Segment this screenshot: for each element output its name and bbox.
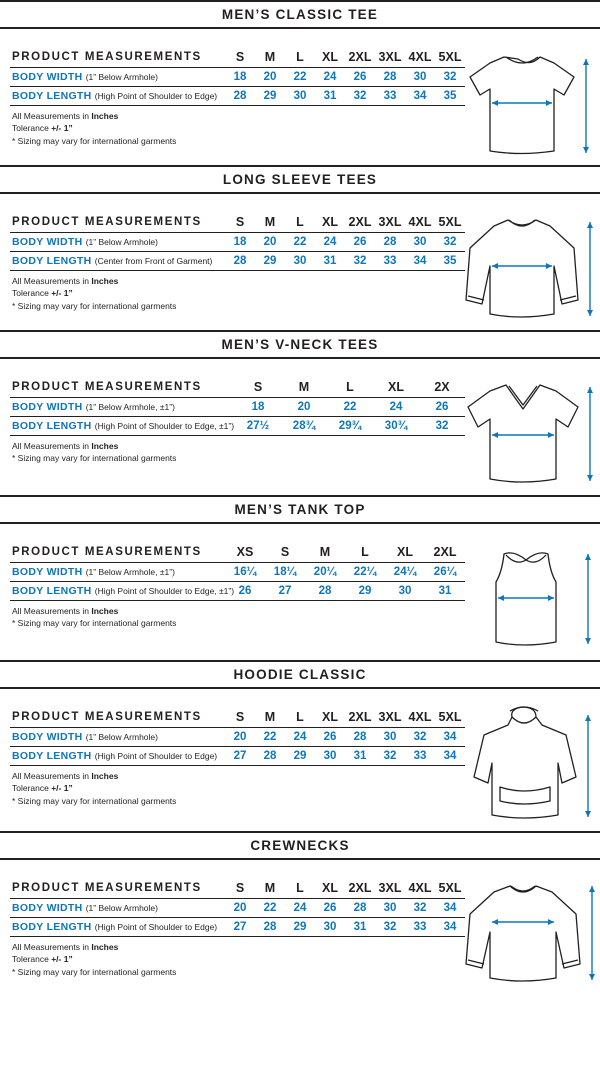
size-header: XL — [373, 377, 419, 398]
tolerance-prefix: Tolerance — [12, 288, 52, 299]
tolerance-note — [12, 122, 465, 134]
tolerance-note — [12, 287, 465, 299]
section-title: HOODIE CLASSIC — [233, 667, 367, 682]
measurement-value: 30 — [285, 87, 315, 106]
product-measurements-label: PRODUCT MEASUREMENTS — [10, 377, 235, 398]
size-header: L — [345, 542, 385, 563]
measurement-value: 22 — [255, 899, 285, 918]
measurement-value: 35 — [435, 252, 465, 271]
size-header: XL — [315, 212, 345, 233]
units-value: Inches — [91, 771, 119, 781]
units-note — [12, 605, 465, 617]
table-row — [10, 582, 465, 601]
row-label-note: (Center from Front of Garment) — [94, 256, 213, 266]
measurement-value: 34 — [405, 252, 435, 271]
size-header: 4XL — [405, 212, 435, 233]
table-row — [10, 252, 465, 271]
measurement-value: 22 — [285, 233, 315, 252]
measurement-value: 20 — [225, 899, 255, 918]
measurement-row-label — [10, 87, 225, 106]
table-header-row — [10, 542, 465, 563]
measurement-table — [10, 47, 465, 106]
measurement-table — [10, 377, 465, 436]
row-label-text: BODY WIDTH — [12, 566, 83, 578]
measurement-value: 29 — [285, 747, 315, 766]
size-header: S — [225, 47, 255, 68]
garment-hoodie-icon — [460, 689, 600, 831]
size-header: 5XL — [435, 212, 465, 233]
measurement-value: 29 — [285, 918, 315, 937]
measurement-value: 27 — [225, 747, 255, 766]
garment-illustration — [460, 524, 600, 660]
size-header: 2XL — [425, 542, 465, 563]
table-row — [10, 398, 465, 417]
measurement-value: 26¼ — [425, 563, 465, 582]
measurement-value: 26 — [419, 398, 465, 417]
measurement-value: 30 — [315, 918, 345, 937]
measurement-row-label — [10, 233, 225, 252]
measurement-table-wrapper — [0, 29, 460, 153]
garment-crewneck-icon — [460, 860, 600, 996]
measurement-value: 31 — [315, 87, 345, 106]
measurement-value: 34 — [435, 728, 465, 747]
measurement-value: 28 — [305, 582, 345, 601]
measurement-value: 30 — [375, 899, 405, 918]
measurement-value: 32 — [435, 68, 465, 87]
table-row — [10, 68, 465, 87]
product-measurements-label: PRODUCT MEASUREMENTS — [10, 878, 225, 899]
measurement-value: 24¼ — [385, 563, 425, 582]
footnotes — [10, 601, 465, 636]
measurement-value: 32 — [419, 417, 465, 436]
table-row — [10, 87, 465, 106]
row-label-text: BODY LENGTH — [12, 90, 92, 102]
measurement-value: 29 — [345, 582, 385, 601]
measurement-value: 29 — [255, 252, 285, 271]
measurement-row-label — [10, 417, 235, 436]
garment-illustration — [460, 29, 600, 165]
size-header: 3XL — [375, 47, 405, 68]
product-measurements-label: PRODUCT MEASUREMENTS — [10, 707, 225, 728]
measurement-row-label — [10, 899, 225, 918]
footnotes — [10, 271, 465, 318]
size-chart-section — [0, 660, 600, 831]
size-header: L — [285, 707, 315, 728]
row-label-text: BODY LENGTH — [12, 585, 92, 597]
section-title: MEN’S V-NECK TEES — [221, 337, 379, 352]
sizing-note: * Sizing may vary for international garments — [12, 966, 177, 977]
row-label-note: (1” Below Armhole) — [85, 903, 158, 913]
measurement-value: 32 — [375, 747, 405, 766]
measurement-value: 26 — [315, 728, 345, 747]
garment-illustration — [460, 860, 600, 996]
measurement-value: 33 — [405, 918, 435, 937]
tolerance-note — [12, 782, 465, 794]
table-header-row — [10, 707, 465, 728]
row-label-text: BODY LENGTH — [12, 750, 92, 762]
size-chart-section — [0, 165, 600, 330]
measurement-value: 24 — [285, 899, 315, 918]
measurement-value: 31 — [425, 582, 465, 601]
units-prefix: All Measurements in — [12, 942, 92, 952]
measurement-value: 30¾ — [373, 417, 419, 436]
footnotes — [10, 106, 465, 153]
measurement-value: 20 — [255, 68, 285, 87]
row-label-note: (High Point of Shoulder to Edge, ±1”) — [94, 586, 235, 596]
table-row — [10, 233, 465, 252]
size-header: 2X — [419, 377, 465, 398]
row-label-text: BODY WIDTH — [12, 902, 83, 914]
garment-illustration — [460, 194, 600, 330]
size-header: 4XL — [405, 47, 435, 68]
row-label-text: BODY WIDTH — [12, 236, 83, 248]
footnotes — [10, 436, 465, 471]
section-body — [0, 689, 600, 831]
measurement-table-wrapper — [0, 689, 460, 813]
table-row — [10, 563, 465, 582]
size-header: L — [327, 377, 373, 398]
tolerance-prefix: Tolerance — [12, 783, 52, 794]
measurement-value: 22 — [255, 728, 285, 747]
measurement-value: 34 — [405, 87, 435, 106]
table-row — [10, 417, 465, 436]
units-value: Inches — [91, 606, 119, 616]
section-body — [0, 29, 600, 165]
size-header: M — [305, 542, 345, 563]
table-row — [10, 918, 465, 937]
measurement-value: 28 — [375, 68, 405, 87]
measurement-table-wrapper — [0, 860, 460, 984]
measurement-value: 28 — [255, 918, 285, 937]
size-header: M — [255, 212, 285, 233]
row-label-text: BODY WIDTH — [12, 731, 83, 743]
measurement-value: 32 — [405, 728, 435, 747]
measurement-value: 20 — [255, 233, 285, 252]
row-label-text: BODY LENGTH — [12, 255, 92, 267]
tolerance-prefix: Tolerance — [12, 954, 52, 965]
garment-tee-icon — [460, 29, 600, 165]
row-label-text: BODY WIDTH — [12, 71, 83, 83]
units-note — [12, 110, 465, 122]
measurement-value: 26 — [345, 233, 375, 252]
units-prefix: All Measurements in — [12, 771, 92, 781]
measurement-value: 34 — [435, 899, 465, 918]
units-note — [12, 440, 465, 452]
measurement-value: 28 — [255, 747, 285, 766]
tolerance-value: +/- 1” — [51, 123, 73, 134]
table-header-row — [10, 212, 465, 233]
measurement-value: 24 — [315, 68, 345, 87]
measurement-value: 24 — [285, 728, 315, 747]
units-value: Inches — [91, 276, 119, 286]
size-header: 5XL — [435, 878, 465, 899]
measurement-value: 33 — [375, 252, 405, 271]
measurement-value: 26 — [225, 582, 265, 601]
footnotes — [10, 766, 465, 813]
measurement-table-wrapper — [0, 359, 460, 471]
row-label-note: (High Point of Shoulder to Edge) — [94, 91, 218, 101]
measurement-value: 26 — [345, 68, 375, 87]
size-chart-section — [0, 495, 600, 660]
garment-longsleeve-icon — [460, 194, 600, 330]
size-header: 3XL — [375, 212, 405, 233]
size-header: XL — [315, 47, 345, 68]
size-header: S — [225, 212, 255, 233]
units-note — [12, 770, 465, 782]
size-chart-section — [0, 0, 600, 165]
measurement-value: 31 — [315, 252, 345, 271]
measurement-value: 29 — [255, 87, 285, 106]
measurement-value: 32 — [405, 899, 435, 918]
measurement-value: 32 — [375, 918, 405, 937]
size-header: L — [285, 878, 315, 899]
size-header: XL — [385, 542, 425, 563]
measurement-value: 28 — [345, 899, 375, 918]
size-header: 4XL — [405, 707, 435, 728]
size-header: XS — [225, 542, 265, 563]
measurement-value: 20 — [225, 728, 255, 747]
measurement-value: 28¾ — [281, 417, 327, 436]
measurement-table — [10, 542, 465, 601]
section-body — [0, 860, 600, 996]
measurement-value: 31 — [345, 747, 375, 766]
product-measurements-label: PRODUCT MEASUREMENTS — [10, 542, 225, 563]
garment-vneck-icon — [460, 359, 600, 495]
measurement-value: 33 — [405, 747, 435, 766]
size-chart-section — [0, 831, 600, 996]
size-header: 5XL — [435, 707, 465, 728]
measurement-value: 16¼ — [225, 563, 265, 582]
measurement-value: 30 — [405, 68, 435, 87]
tolerance-value: +/- 1” — [51, 288, 73, 299]
measurement-value: 27½ — [235, 417, 281, 436]
units-prefix: All Measurements in — [12, 276, 92, 286]
measurement-row-label — [10, 582, 235, 601]
measurement-value: 30 — [285, 252, 315, 271]
table-row — [10, 899, 465, 918]
size-header: XL — [315, 878, 345, 899]
size-header: S — [235, 377, 281, 398]
tolerance-note — [12, 953, 465, 965]
measurement-value: 18 — [225, 68, 255, 87]
measurement-row-label — [10, 563, 225, 582]
table-header-row — [10, 878, 465, 899]
product-measurements-label: PRODUCT MEASUREMENTS — [10, 47, 225, 68]
row-label-note: (1” Below Armhole) — [85, 237, 158, 247]
section-body — [0, 524, 600, 660]
size-header: L — [285, 47, 315, 68]
measurement-value: 30 — [385, 582, 425, 601]
row-label-text: BODY LENGTH — [12, 420, 92, 432]
measurement-value: 18 — [225, 233, 255, 252]
measurement-row-label — [10, 398, 235, 417]
measurement-row-label — [10, 918, 225, 937]
measurement-value: 20¼ — [305, 563, 345, 582]
row-label-note: (1” Below Armhole, ±1”) — [85, 567, 175, 577]
units-value: Inches — [91, 111, 119, 121]
size-header: M — [281, 377, 327, 398]
measurement-value: 18¼ — [265, 563, 305, 582]
measurement-value: 30 — [315, 747, 345, 766]
table-row — [10, 728, 465, 747]
units-note — [12, 941, 465, 953]
measurement-value: 28 — [345, 728, 375, 747]
measurement-value: 26 — [315, 899, 345, 918]
row-label-note: (High Point of Shoulder to Edge) — [94, 751, 218, 761]
size-header: 2XL — [345, 878, 375, 899]
measurement-value: 28 — [225, 87, 255, 106]
measurement-value: 30 — [375, 728, 405, 747]
size-header: 4XL — [405, 878, 435, 899]
section-title: LONG SLEEVE TEES — [222, 172, 378, 187]
measurement-row-label — [10, 728, 225, 747]
garment-tank-icon — [460, 524, 600, 660]
tolerance-value: +/- 1” — [51, 783, 73, 794]
table-row — [10, 747, 465, 766]
row-label-text: BODY LENGTH — [12, 921, 92, 933]
table-header-row — [10, 47, 465, 68]
row-label-text: BODY WIDTH — [12, 401, 83, 413]
section-title: MEN’S TANK TOP — [234, 502, 366, 517]
measurement-value: 30 — [405, 233, 435, 252]
row-label-note: (1” Below Armhole) — [85, 732, 158, 742]
measurement-value: 20 — [281, 398, 327, 417]
measurement-value: 35 — [435, 87, 465, 106]
product-measurements-label: PRODUCT MEASUREMENTS — [10, 212, 225, 233]
sizing-note: * Sizing may vary for international garments — [12, 618, 177, 629]
measurement-value: 33 — [375, 87, 405, 106]
size-header: 2XL — [345, 212, 375, 233]
measurement-table-wrapper — [0, 524, 460, 636]
measurement-value: 27 — [225, 918, 255, 937]
row-label-note: (High Point of Shoulder to Edge, ±1”) — [94, 421, 235, 431]
section-body — [0, 194, 600, 330]
size-header: L — [285, 212, 315, 233]
units-prefix: All Measurements in — [12, 441, 92, 451]
units-value: Inches — [91, 942, 119, 952]
measurement-value: 32 — [345, 87, 375, 106]
size-chart-section — [0, 330, 600, 495]
garment-illustration — [460, 689, 600, 831]
garment-illustration — [460, 359, 600, 495]
measurement-value: 29¾ — [327, 417, 373, 436]
section-title: CREWNECKS — [250, 838, 350, 853]
size-header: M — [255, 707, 285, 728]
footnotes — [10, 937, 465, 984]
row-label-note: (High Point of Shoulder to Edge) — [94, 922, 218, 932]
measurement-value: 31 — [345, 918, 375, 937]
measurement-value: 24 — [315, 233, 345, 252]
size-header: 2XL — [345, 47, 375, 68]
measurement-table — [10, 212, 465, 271]
size-header: 2XL — [345, 707, 375, 728]
measurement-row-label — [10, 68, 225, 87]
measurement-value: 27 — [265, 582, 305, 601]
units-value: Inches — [91, 441, 119, 451]
section-title: MEN’S CLASSIC TEE — [221, 7, 379, 22]
size-header: S — [265, 542, 305, 563]
size-header: 3XL — [375, 878, 405, 899]
section-body — [0, 359, 600, 495]
units-prefix: All Measurements in — [12, 606, 92, 616]
measurement-row-label — [10, 747, 225, 766]
size-header: 5XL — [435, 47, 465, 68]
measurement-table-wrapper — [0, 194, 460, 318]
measurement-value: 22 — [327, 398, 373, 417]
measurement-row-label — [10, 252, 225, 271]
units-note — [12, 275, 465, 287]
size-header: S — [225, 878, 255, 899]
measurement-value: 28 — [375, 233, 405, 252]
measurement-value: 18 — [235, 398, 281, 417]
tolerance-value: +/- 1” — [51, 954, 73, 965]
size-header: XL — [315, 707, 345, 728]
measurement-table — [10, 878, 465, 937]
size-header: M — [255, 47, 285, 68]
row-label-note: (1” Below Armhole) — [85, 72, 158, 82]
size-header: M — [255, 878, 285, 899]
measurement-value: 32 — [435, 233, 465, 252]
measurement-table — [10, 707, 465, 766]
size-header: S — [225, 707, 255, 728]
table-header-row — [10, 377, 465, 398]
sizing-note: * Sizing may vary for international garments — [12, 300, 177, 311]
measurement-value: 28 — [225, 252, 255, 271]
size-header: 3XL — [375, 707, 405, 728]
measurement-value: 32 — [345, 252, 375, 271]
sizing-note: * Sizing may vary for international garments — [12, 453, 177, 464]
units-prefix: All Measurements in — [12, 111, 92, 121]
sizing-note: * Sizing may vary for international garments — [12, 135, 177, 146]
measurement-value: 22¼ — [345, 563, 385, 582]
measurement-value: 34 — [435, 747, 465, 766]
sizing-note: * Sizing may vary for international garments — [12, 795, 177, 806]
tolerance-prefix: Tolerance — [12, 123, 52, 134]
measurement-value: 24 — [373, 398, 419, 417]
row-label-note: (1” Below Armhole, ±1”) — [85, 402, 175, 412]
measurement-value: 22 — [285, 68, 315, 87]
measurement-value: 34 — [435, 918, 465, 937]
